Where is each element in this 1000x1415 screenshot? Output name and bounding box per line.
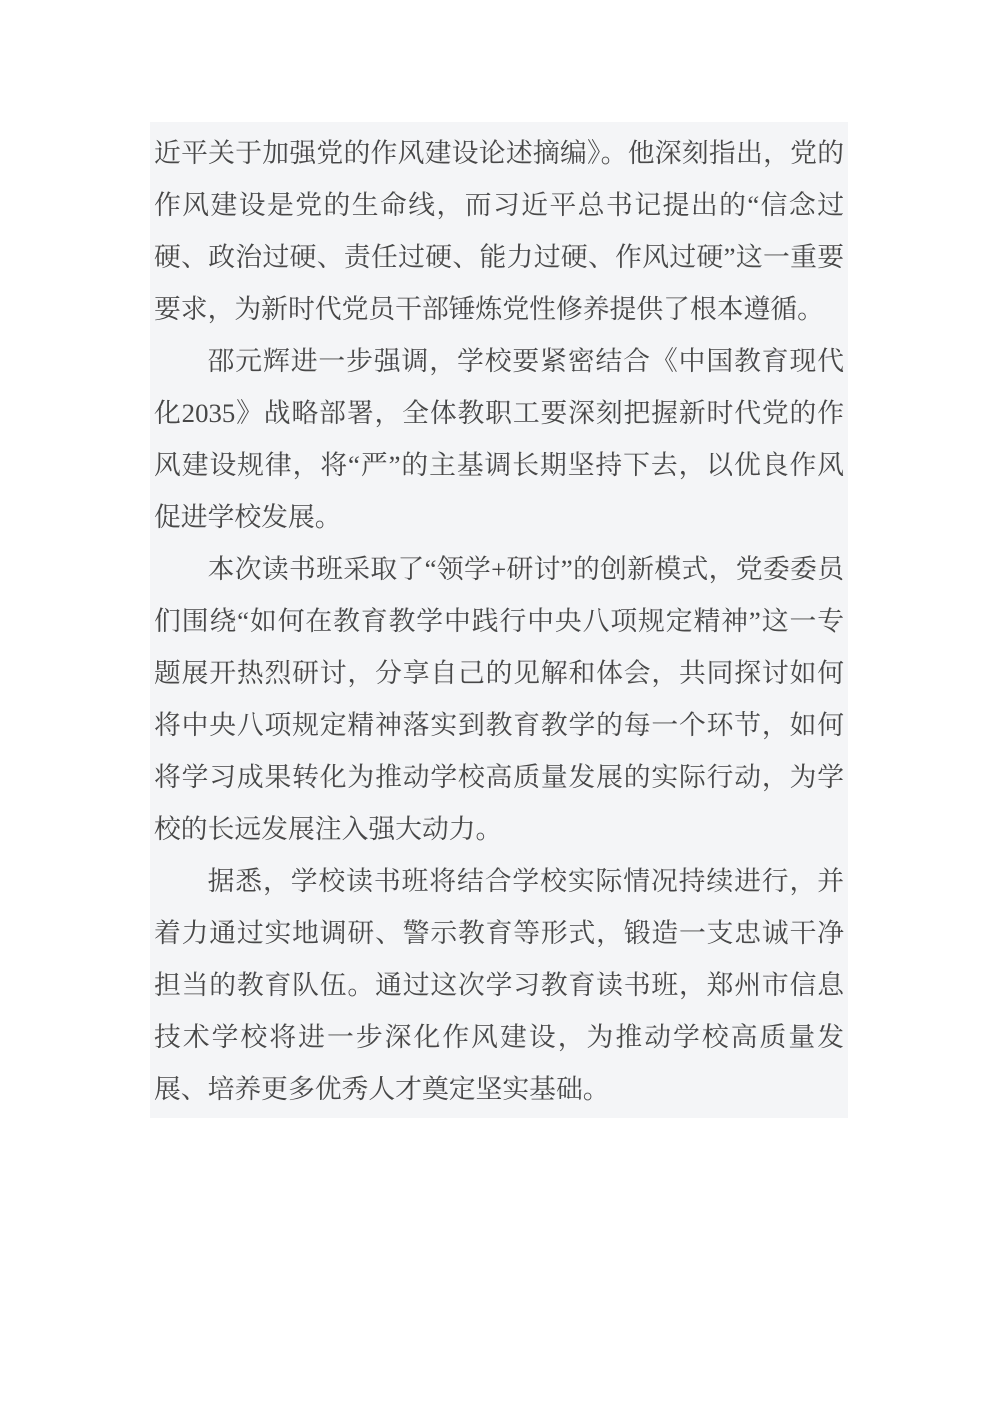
paragraph: 邵元辉进一步强调，学校要紧密结合《中国教育现代化2035》战略部署，全体教职工要深刻把握新时代党的作风建设规律，将“严”的主基调长期坚持下去，以优良作风促进学校发展。: [154, 346, 844, 532]
paragraph: 近平关于加强党的作风建设论述摘编》。他深刻指出，党的作风建设是党的生命线，而习近平总书记提出的“信念过硬、政治过硬、责任过硬、能力过硬、作风过硬”这一重要要求，为新时代党员干部锤炼党性修养提供了根本遵循。: [154, 138, 844, 324]
paragraph: 据悉，学校读书班将结合学校实际情况持续进行，并着力通过实地调研、警示教育等形式，锻造一支忠诚干净担当的教育队伍。通过这次学习教育读书班，郑州市信息技术学校将进一步深化作风建设，为推动学校高质量发展、培养更多优秀人才奠定坚实基础。: [154, 866, 844, 1104]
document-text-block: [150, 122, 848, 1118]
paragraph: 本次读书班采取了“领学+研讨”的创新模式，党委委员们围绕“如何在教育教学中践行中央八项规定精神”这一专题展开热烈研讨，分享自己的见解和体会，共同探讨如何将中央八项规定精神落实到教育教学的每一个环节，如何将学习成果转化为推动学校高质量发展的实际行动，为学校的长远发展注入强大动力。: [154, 554, 844, 844]
